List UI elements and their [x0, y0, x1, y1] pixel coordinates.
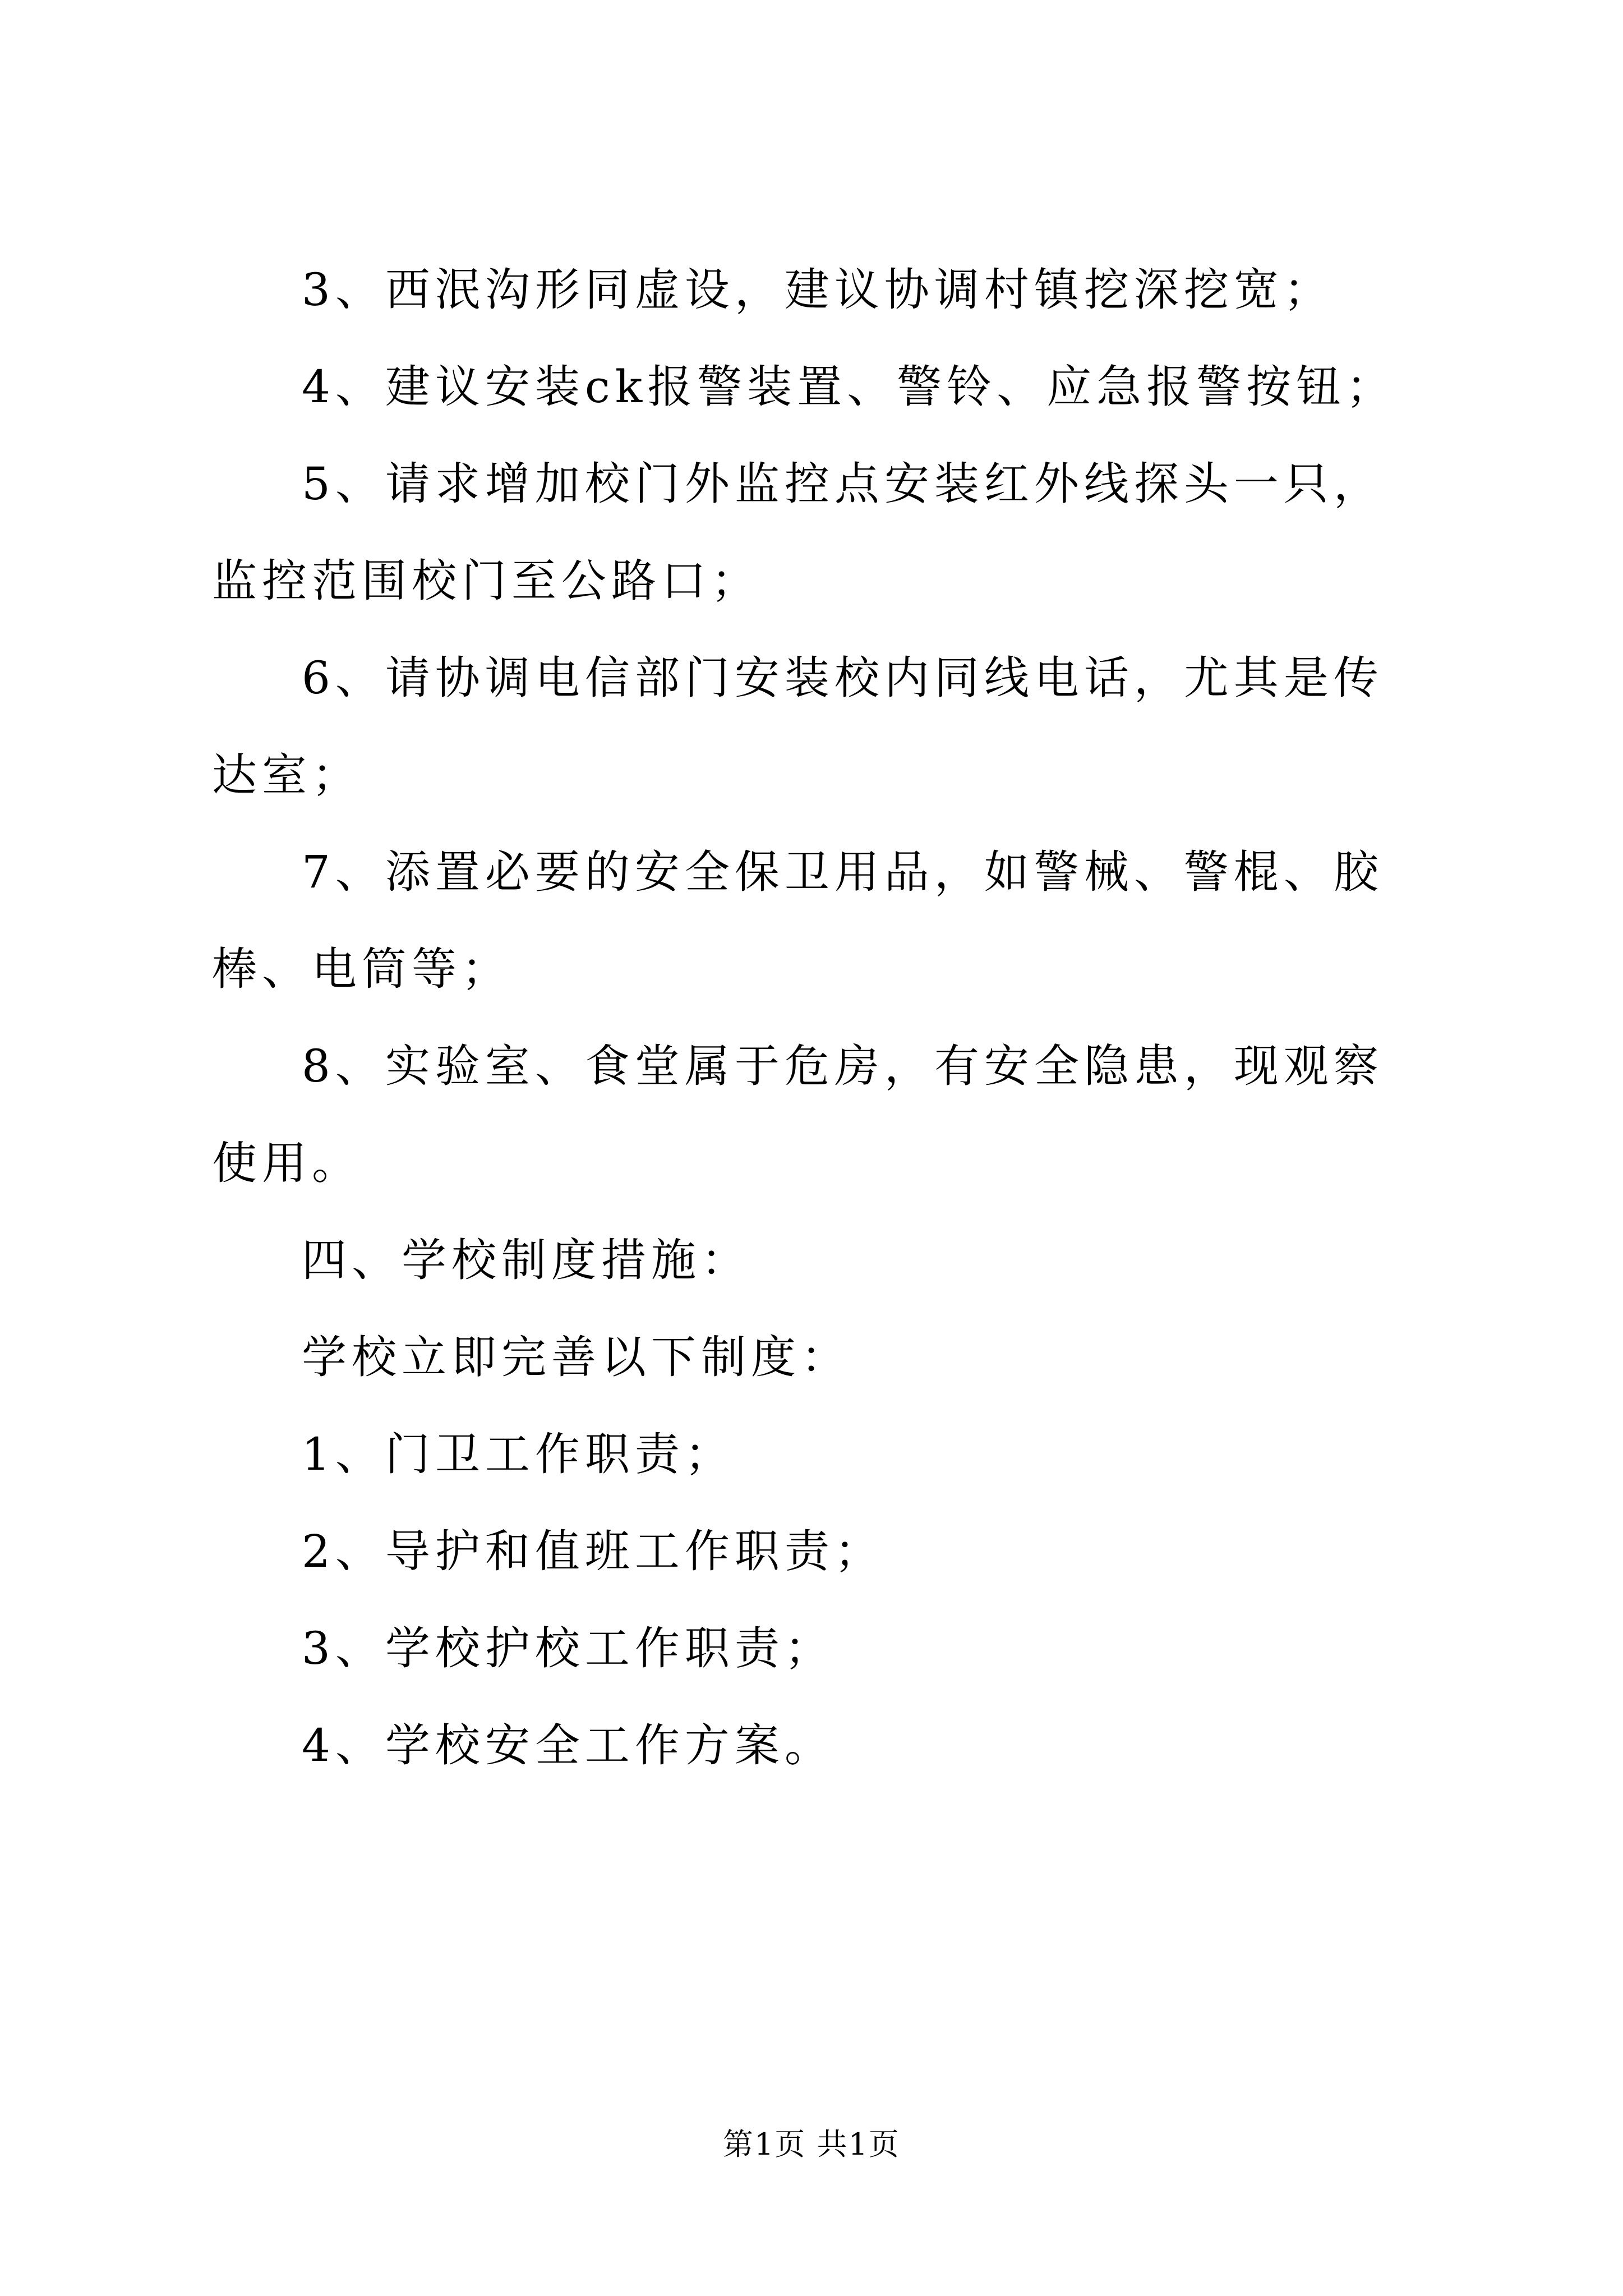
page-number-footer: 第1页 共1页	[723, 2127, 900, 2162]
paragraph: 4、建议安装ck报警装置、警铃、应急报警按钮；	[302, 361, 1396, 413]
paragraph: 7、添置必要的安全保卫用品，如警械、警棍、胶棒、电筒等；	[212, 846, 1384, 995]
list-item: 1、门卫工作职责；	[302, 1428, 735, 1480]
document-body	[212, 241, 1429, 1794]
paragraph: 3、西泯沟形同虚设，建议协调村镇挖深挖宽；	[302, 264, 1334, 316]
list-item: 3、学校护校工作职责；	[302, 1622, 834, 1674]
list-item: 4、学校安全工作方案。	[302, 1719, 834, 1772]
section-heading: 四、学校制度措施：	[302, 1234, 751, 1286]
list-item: 2、导护和值班工作职责；	[302, 1525, 884, 1577]
paragraph: 8、实验室、食堂属于危房，有安全隐患，现观察使用。	[212, 1040, 1384, 1189]
paragraph: 学校立即完善以下制度：	[302, 1331, 851, 1383]
paragraph: 5、请求增加校门外监控点安装红外线探头一只，监控范围校门至公路口；	[212, 458, 1384, 607]
paragraph: 6、请协调电信部门安装校内同线电话，尤其是传达室；	[212, 652, 1384, 801]
